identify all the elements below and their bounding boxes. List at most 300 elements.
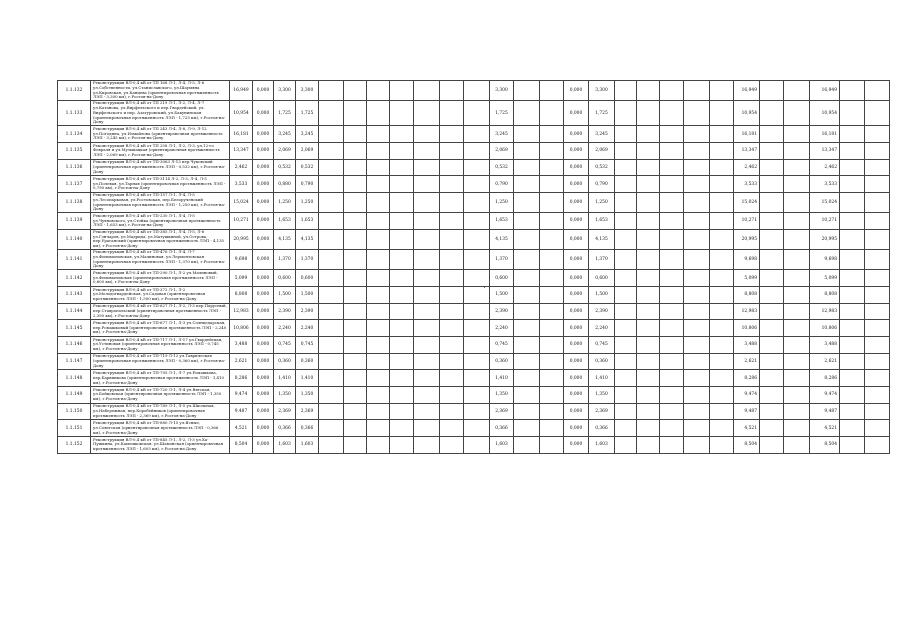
value-cell: 1,370 <box>490 249 514 269</box>
row-number: 1.1.146 <box>58 336 91 353</box>
empty-cell <box>684 303 710 320</box>
value-cell: 0,532 <box>490 159 514 176</box>
value-cell: 20,995 <box>230 229 253 249</box>
value-cell: 1,350 <box>274 386 296 403</box>
value-cell: 0,600 <box>589 270 615 287</box>
empty-cell <box>760 370 784 387</box>
value-cell: 1,500 <box>490 286 514 303</box>
empty-cell <box>319 159 344 176</box>
value-cell: 16,949 <box>810 81 840 101</box>
empty-cell <box>840 303 865 320</box>
value-cell: 1,250 <box>589 192 615 212</box>
empty-cell <box>760 176 784 193</box>
empty-cell <box>760 249 784 269</box>
row-description: Реконструкция ВЛ-0,4 кВ от ТП 168 Л-1, Л-4, Л-5, Л-6 ул.Собственности, ул.Станиславского, ул.Шаумяна ул.Кировская, ул.Канцева (ориентировочная протяженность ЛЭП - 3,300 км), г.Ростов-на-Дону <box>91 81 230 101</box>
empty-cell <box>840 213 865 230</box>
table-row <box>58 303 890 320</box>
empty-cell <box>637 101 660 126</box>
value-cell: 0,000 <box>253 270 274 287</box>
value-cell: 0,366 <box>274 420 296 437</box>
empty-cell <box>760 126 784 143</box>
empty-cell <box>637 159 660 176</box>
empty-cell <box>637 403 660 420</box>
value-cell: 1,410 <box>589 370 615 387</box>
value-cell: 1,653 <box>296 213 319 230</box>
value-cell: 10,954 <box>734 101 760 126</box>
empty-cell <box>637 370 660 387</box>
empty-cell <box>464 320 490 337</box>
value-cell: 16,949 <box>734 81 760 101</box>
row-description: Реконструкция ВЛ-0,4 кВ от ТП-385 Л-1, Л-4, Л-5, Л-6 ул.Гончаров, ул.Мадрида, ул.Матушкиной, ул.Острова, пер.Ураганский (ориентировочная протяженность ЛЭП - 4,135 км), г.Ростов-на-Дону <box>91 229 230 249</box>
empty-cell <box>319 386 344 403</box>
value-cell: 8,504 <box>734 437 760 454</box>
row-number: 1.1.148 <box>58 370 91 387</box>
empty-cell <box>319 370 344 387</box>
empty-cell <box>710 403 734 420</box>
value-cell: 4,135 <box>589 229 615 249</box>
empty-cell <box>865 213 890 230</box>
value-cell: 0,600 <box>274 270 296 287</box>
row-number: 1.1.143 <box>58 286 91 303</box>
empty-cell <box>440 386 464 403</box>
value-cell: 13,347 <box>734 142 760 159</box>
empty-cell <box>414 126 440 143</box>
value-cell: 0,000 <box>253 437 274 454</box>
empty-cell <box>390 403 414 420</box>
value-cell: 0,000 <box>253 159 274 176</box>
value-cell: 9,474 <box>810 386 840 403</box>
empty-cell <box>660 101 684 126</box>
value-cell: 10,954 <box>810 101 840 126</box>
empty-cell <box>440 286 464 303</box>
empty-cell <box>367 353 390 370</box>
empty-cell <box>615 336 637 353</box>
value-cell: 10,271 <box>734 213 760 230</box>
empty-cell <box>390 81 414 101</box>
empty-cell <box>660 192 684 212</box>
value-cell: 2,069 <box>589 142 615 159</box>
value-cell: 20,995 <box>734 229 760 249</box>
value-cell: 0,360 <box>490 353 514 370</box>
row-description: Реконструкция ВЛ-0,4 кВ от ТП-845 Л-1, Л-2, Л-3 ул.Ха-Пушкина, ул.Камешковская, ул.Шамонская (ориентировочная протяженность ЛЭП - 1,603 км), г.Ростов-на-Дону <box>91 437 230 454</box>
value-cell: 0,000 <box>253 126 274 143</box>
value-cell: 4,135 <box>490 229 514 249</box>
empty-cell <box>319 353 344 370</box>
value-cell: 10,806 <box>230 320 253 337</box>
empty-cell <box>660 249 684 269</box>
empty-cell <box>440 192 464 212</box>
value-cell: 0,000 <box>564 159 589 176</box>
table-row <box>58 126 890 143</box>
value-cell: 9,474 <box>734 386 760 403</box>
value-cell: 13,347 <box>230 142 253 159</box>
empty-cell <box>615 353 637 370</box>
table-row <box>58 249 890 269</box>
value-cell: 3,300 <box>589 81 615 101</box>
empty-cell <box>319 192 344 212</box>
value-cell: 8,286 <box>734 370 760 387</box>
value-cell: 15,024 <box>810 192 840 212</box>
empty-cell <box>710 192 734 212</box>
empty-cell <box>344 303 367 320</box>
empty-cell <box>865 437 890 454</box>
value-cell: 20,995 <box>810 229 840 249</box>
value-cell: 0,000 <box>253 386 274 403</box>
row-number: 1.1.147 <box>58 353 91 370</box>
empty-cell <box>684 142 710 159</box>
value-cell: 8,286 <box>230 370 253 387</box>
value-cell: 0,000 <box>564 176 589 193</box>
table-row <box>58 353 890 370</box>
empty-cell <box>784 286 810 303</box>
empty-cell <box>414 353 440 370</box>
empty-cell <box>684 159 710 176</box>
empty-cell <box>414 159 440 176</box>
empty-cell <box>440 81 464 101</box>
empty-cell <box>784 370 810 387</box>
row-description: Реконструкция ВЛ-0,4 кВ от ТП-720 Л-1, Л-4 ул.Вятская, ул.Бойцовская (ориентировочная протяженность ЛЭП - 1,350 км), г.Ростов-на-Дону <box>91 386 230 403</box>
empty-cell <box>660 142 684 159</box>
value-cell: 3,533 <box>810 176 840 193</box>
value-cell: 2,069 <box>490 142 514 159</box>
empty-cell <box>344 81 367 101</box>
empty-cell <box>684 81 710 101</box>
empty-cell <box>615 176 637 193</box>
value-cell: 0,880 <box>274 176 296 193</box>
value-cell: 1,725 <box>296 101 319 126</box>
empty-cell <box>367 420 390 437</box>
empty-cell <box>684 249 710 269</box>
empty-cell <box>710 386 734 403</box>
empty-cell <box>710 303 734 320</box>
empty-cell <box>615 386 637 403</box>
value-cell: 1,725 <box>490 101 514 126</box>
empty-cell <box>367 213 390 230</box>
empty-cell <box>319 81 344 101</box>
empty-cell <box>390 229 414 249</box>
value-cell: 0,360 <box>274 353 296 370</box>
empty-cell <box>440 353 464 370</box>
empty-cell <box>840 229 865 249</box>
empty-cell <box>660 176 684 193</box>
value-cell: 1,370 <box>296 249 319 269</box>
value-cell: 2,621 <box>734 353 760 370</box>
empty-cell <box>637 336 660 353</box>
empty-cell <box>514 320 540 337</box>
empty-cell <box>710 229 734 249</box>
empty-cell <box>367 303 390 320</box>
value-cell: 3,300 <box>490 81 514 101</box>
value-cell: 9,474 <box>230 386 253 403</box>
value-cell: 0,745 <box>589 336 615 353</box>
value-cell: 2,369 <box>274 403 296 420</box>
value-cell: 2,240 <box>296 320 319 337</box>
value-cell: 3,533 <box>230 176 253 193</box>
empty-cell <box>514 270 540 287</box>
value-cell: 0,532 <box>296 159 319 176</box>
value-cell: 0,000 <box>253 353 274 370</box>
empty-cell <box>865 420 890 437</box>
value-cell: 15,024 <box>230 192 253 212</box>
value-cell: 5,099 <box>734 270 760 287</box>
value-cell: 1,603 <box>490 437 514 454</box>
empty-cell <box>684 353 710 370</box>
value-cell: 1,250 <box>274 192 296 212</box>
empty-cell <box>784 303 810 320</box>
value-cell: 3,488 <box>230 336 253 353</box>
empty-cell <box>540 386 564 403</box>
value-cell: 1,500 <box>296 286 319 303</box>
table-row <box>58 420 890 437</box>
empty-cell <box>390 159 414 176</box>
value-cell: 8,286 <box>810 370 840 387</box>
value-cell: 9,698 <box>810 249 840 269</box>
value-cell: 0,000 <box>253 192 274 212</box>
empty-cell <box>319 270 344 287</box>
empty-cell <box>414 286 440 303</box>
empty-cell <box>660 126 684 143</box>
empty-cell <box>710 270 734 287</box>
empty-cell <box>344 386 367 403</box>
empty-cell <box>540 126 564 143</box>
value-cell: 0,000 <box>253 213 274 230</box>
empty-cell <box>367 81 390 101</box>
value-cell: 2,390 <box>589 303 615 320</box>
value-cell: 3,488 <box>810 336 840 353</box>
empty-cell <box>840 126 865 143</box>
empty-cell <box>319 176 344 193</box>
empty-cell <box>760 192 784 212</box>
table-row <box>58 176 890 193</box>
empty-cell <box>540 370 564 387</box>
empty-cell <box>540 213 564 230</box>
empty-cell <box>660 320 684 337</box>
empty-cell <box>390 176 414 193</box>
empty-cell <box>660 353 684 370</box>
value-cell: 0,000 <box>564 270 589 287</box>
value-cell: 0,000 <box>564 420 589 437</box>
empty-cell <box>684 370 710 387</box>
row-description: Реконструкция ВЛ-0,4 кВ от ТП 219 Л-1, Л-2, Л-4, Л-7 ул.Катанова, ул.Вирфельского и пер.Гвардейский, ул. Вирфельского и пер. Азатуровский, ул.Бакунинская (ориентировочная протяженность ЛЭП - 1,725 км), г.Ростов-на-Дону <box>91 101 230 126</box>
row-description: Реконструкция ВЛ-0,4 кВ от ТП 243 Л-4, Л-8, Л-9, Л-12 ул.Погодина, ул.Измайлова (ориентировочная протяженность ЛЭП - 3,245 км), г.Ростов-на-Дону <box>91 126 230 143</box>
empty-cell <box>760 386 784 403</box>
value-cell: 0,600 <box>296 270 319 287</box>
empty-cell <box>840 159 865 176</box>
empty-cell <box>637 270 660 287</box>
empty-cell <box>865 370 890 387</box>
table-row <box>58 229 890 249</box>
empty-cell <box>840 403 865 420</box>
empty-cell <box>440 336 464 353</box>
value-cell: 4,135 <box>274 229 296 249</box>
empty-cell <box>514 303 540 320</box>
empty-cell <box>784 81 810 101</box>
empty-cell <box>710 420 734 437</box>
table-row <box>58 81 890 101</box>
value-cell: 0,000 <box>564 437 589 454</box>
value-cell: 0,000 <box>253 81 274 101</box>
empty-cell <box>784 176 810 193</box>
empty-cell <box>784 192 810 212</box>
empty-cell <box>319 403 344 420</box>
row-description: Реконструкция ВЛ-0,4 кВ от ТП-677 Л-1, Л-3 ул.Солнцедарская, пер.Ромашковый (ориентировочная протяженность ЛЭП - 2,240 км), г.Ростов-на-Дону <box>91 320 230 337</box>
value-cell: 1,410 <box>490 370 514 387</box>
empty-cell <box>840 176 865 193</box>
empty-cell <box>710 142 734 159</box>
empty-cell <box>865 386 890 403</box>
value-cell: 3,300 <box>296 81 319 101</box>
empty-cell <box>615 437 637 454</box>
empty-cell <box>464 403 490 420</box>
value-cell: 15,024 <box>734 192 760 212</box>
empty-cell <box>540 353 564 370</box>
empty-cell <box>684 101 710 126</box>
empty-cell <box>784 270 810 287</box>
table-row <box>58 370 890 387</box>
row-description: Реконструкция ВЛ-0,4 кВ от ТП 258 Л-1, Л-2, Л-3, ул.12-го Февраля и ул.Музыкацкая (ориентировочная протяженность ЛЭП - 2,069 км), г.Ростов-на-Дону <box>91 142 230 159</box>
empty-cell <box>514 386 540 403</box>
empty-cell <box>464 370 490 387</box>
empty-cell <box>784 386 810 403</box>
empty-cell <box>414 320 440 337</box>
empty-cell <box>615 420 637 437</box>
empty-cell <box>344 159 367 176</box>
row-number: 1.1.140 <box>58 229 91 249</box>
empty-cell <box>514 286 540 303</box>
empty-cell <box>660 420 684 437</box>
empty-cell <box>660 386 684 403</box>
empty-cell <box>514 403 540 420</box>
empty-cell <box>760 213 784 230</box>
value-cell: 1,725 <box>589 101 615 126</box>
empty-cell <box>514 213 540 230</box>
value-cell: 16,181 <box>734 126 760 143</box>
empty-cell <box>344 213 367 230</box>
empty-cell <box>784 142 810 159</box>
value-cell: 1,603 <box>274 437 296 454</box>
value-cell: 0,000 <box>564 229 589 249</box>
empty-cell <box>637 81 660 101</box>
value-cell: 1,653 <box>490 213 514 230</box>
empty-cell <box>660 336 684 353</box>
empty-cell <box>760 320 784 337</box>
empty-cell <box>637 213 660 230</box>
value-cell: 2,390 <box>274 303 296 320</box>
value-cell: 0,000 <box>253 303 274 320</box>
value-cell: 1,370 <box>274 249 296 269</box>
empty-cell <box>760 437 784 454</box>
empty-cell <box>440 142 464 159</box>
empty-cell <box>637 437 660 454</box>
value-cell: 0,745 <box>274 336 296 353</box>
empty-cell <box>760 303 784 320</box>
value-cell: 2,621 <box>230 353 253 370</box>
empty-cell <box>615 403 637 420</box>
empty-cell <box>760 159 784 176</box>
empty-cell <box>865 249 890 269</box>
empty-cell <box>319 213 344 230</box>
empty-cell <box>319 420 344 437</box>
empty-cell <box>540 420 564 437</box>
value-cell: 0,000 <box>253 249 274 269</box>
empty-cell <box>660 229 684 249</box>
empty-cell <box>414 370 440 387</box>
table-row <box>58 142 890 159</box>
value-cell: 0,000 <box>253 320 274 337</box>
row-number: 1.1.139 <box>58 213 91 230</box>
empty-cell <box>865 192 890 212</box>
value-cell: 9,487 <box>734 403 760 420</box>
empty-cell <box>840 437 865 454</box>
empty-cell <box>367 249 390 269</box>
empty-cell <box>865 229 890 249</box>
empty-cell <box>514 159 540 176</box>
empty-cell <box>319 437 344 454</box>
table-row <box>58 437 890 454</box>
value-cell: 2,069 <box>296 142 319 159</box>
value-cell: 4,521 <box>230 420 253 437</box>
empty-cell <box>784 320 810 337</box>
value-cell: 2,069 <box>274 142 296 159</box>
empty-cell <box>414 142 440 159</box>
empty-cell <box>414 229 440 249</box>
value-cell: 2,240 <box>589 320 615 337</box>
empty-cell <box>840 192 865 212</box>
value-cell: 8,808 <box>734 286 760 303</box>
value-cell: 0,745 <box>490 336 514 353</box>
empty-cell <box>684 213 710 230</box>
empty-cell <box>660 286 684 303</box>
empty-cell <box>865 403 890 420</box>
empty-cell <box>319 286 344 303</box>
empty-cell <box>865 270 890 287</box>
value-cell: 9,698 <box>230 249 253 269</box>
empty-cell <box>540 101 564 126</box>
empty-cell <box>840 81 865 101</box>
row-number: 1.1.134 <box>58 126 91 143</box>
value-cell: 0,000 <box>564 101 589 126</box>
value-cell: 10,954 <box>230 101 253 126</box>
table-row <box>58 386 890 403</box>
empty-cell <box>615 229 637 249</box>
empty-cell <box>319 142 344 159</box>
empty-cell <box>710 81 734 101</box>
empty-cell <box>615 303 637 320</box>
value-cell: 0,000 <box>564 370 589 387</box>
empty-cell <box>865 286 890 303</box>
empty-cell <box>464 101 490 126</box>
empty-cell <box>344 437 367 454</box>
empty-cell <box>684 336 710 353</box>
empty-cell <box>367 159 390 176</box>
empty-cell <box>637 142 660 159</box>
empty-cell <box>865 81 890 101</box>
empty-cell <box>367 386 390 403</box>
value-cell: 8,808 <box>230 286 253 303</box>
empty-cell <box>710 213 734 230</box>
value-cell: 13,347 <box>810 142 840 159</box>
empty-cell <box>440 176 464 193</box>
empty-cell <box>440 420 464 437</box>
value-cell: 0,745 <box>296 336 319 353</box>
empty-cell <box>440 403 464 420</box>
empty-cell <box>710 370 734 387</box>
value-cell: 3,300 <box>274 81 296 101</box>
empty-cell <box>540 176 564 193</box>
empty-cell <box>414 386 440 403</box>
empty-cell <box>865 353 890 370</box>
empty-cell <box>760 81 784 101</box>
